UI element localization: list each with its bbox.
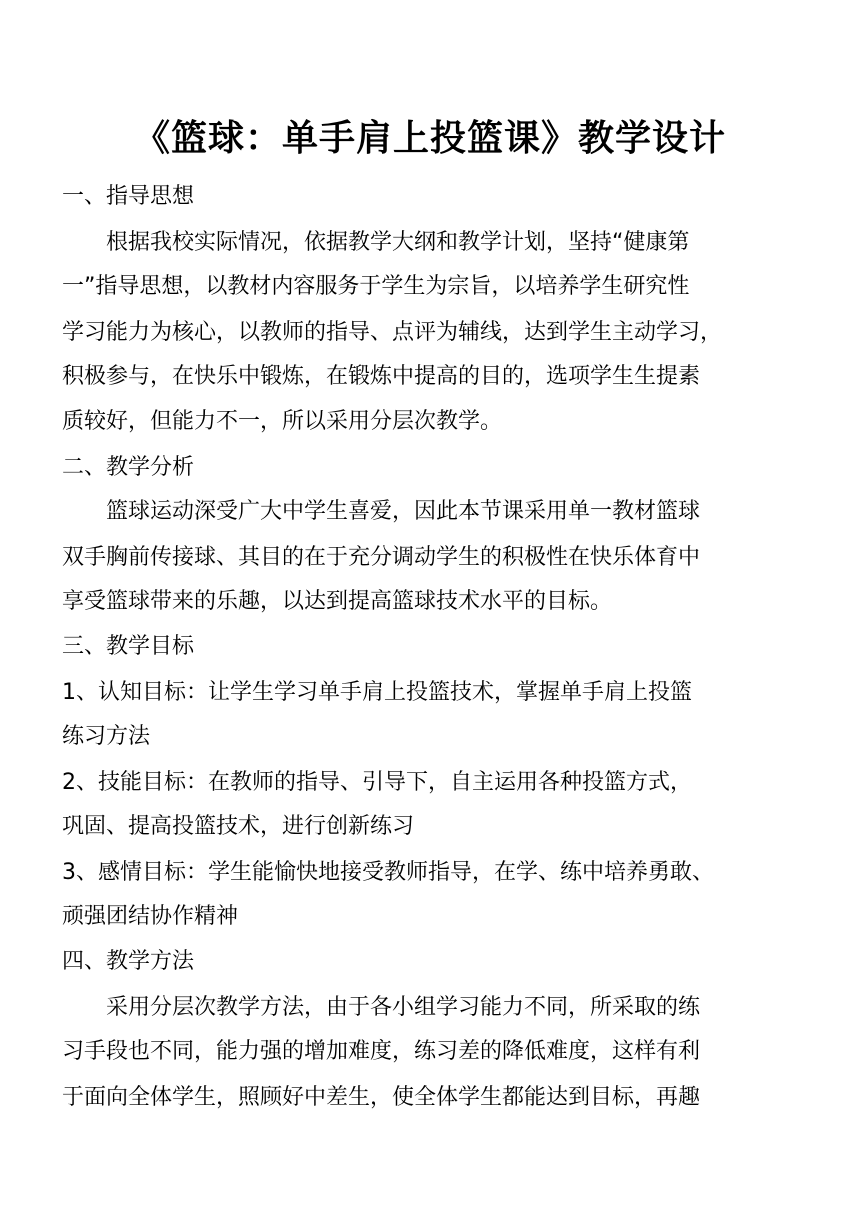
paragraph-line: 享受篮球带来的乐趣，以达到提高篮球技术水平的目标。 xyxy=(62,589,613,614)
paragraph-line: 质较好，但能力不一，所以采用分层次教学。 xyxy=(62,409,503,434)
goal-line: 顽强团结协作精神 xyxy=(62,904,239,929)
document-title: 《篮球：单手肩上投篮课》教学设计 xyxy=(133,118,726,159)
paragraph-line: 一”指导思想，以教材内容服务于学生为宗旨，以培养学生研究性 xyxy=(62,274,690,299)
goal-line: 1、认知目标：让学生学习单手肩上投篮技术，掌握单手肩上投篮 xyxy=(62,680,692,705)
goal-line: 练习方法 xyxy=(62,724,151,749)
section-heading-teaching-goals: 三、教学目标 xyxy=(62,634,195,659)
paragraph-line: 于面向全体学生，照顾好中差生，使全体学生都能达到目标，再趣 xyxy=(62,1085,701,1110)
paragraph-line: 积极参与，在快乐中锻炼，在锻炼中提高的目的，选项学生生提素 xyxy=(62,364,701,389)
paragraph-line: 篮球运动深受广大中学生喜爱，因此本节课采用单一教材篮球 xyxy=(106,499,701,524)
section-heading-guiding-ideology: 一、指导思想 xyxy=(62,184,195,209)
goal-line: 巩固、提高投篮技术，进行创新练习 xyxy=(62,814,415,839)
paragraph-line: 学习能力为核心，以教师的指导、点评为辅线，达到学生主动学习， xyxy=(62,320,723,345)
paragraph-line: 双手胸前传接球、其目的在于充分调动学生的积极性在快乐体育中 xyxy=(62,545,701,570)
goal-line: 2、技能目标：在教师的指导、引导下，自主运用各种投篮方式， xyxy=(62,770,692,795)
paragraph-line: 根据我校实际情况，依据教学大纲和教学计划，坚持“健康第 xyxy=(106,230,690,255)
goal-line: 3、感情目标：学生能愉快地接受教师指导，在学、练中培养勇敢、 xyxy=(62,860,714,885)
paragraph-line: 习手段也不同，能力强的增加难度，练习差的降低难度，这样有利 xyxy=(62,1039,701,1064)
section-heading-teaching-methods: 四、教学方法 xyxy=(62,949,195,974)
section-heading-teaching-analysis: 二、教学分析 xyxy=(62,455,195,480)
paragraph-line: 采用分层次教学方法，由于各小组学习能力不同，所采取的练 xyxy=(106,995,701,1020)
